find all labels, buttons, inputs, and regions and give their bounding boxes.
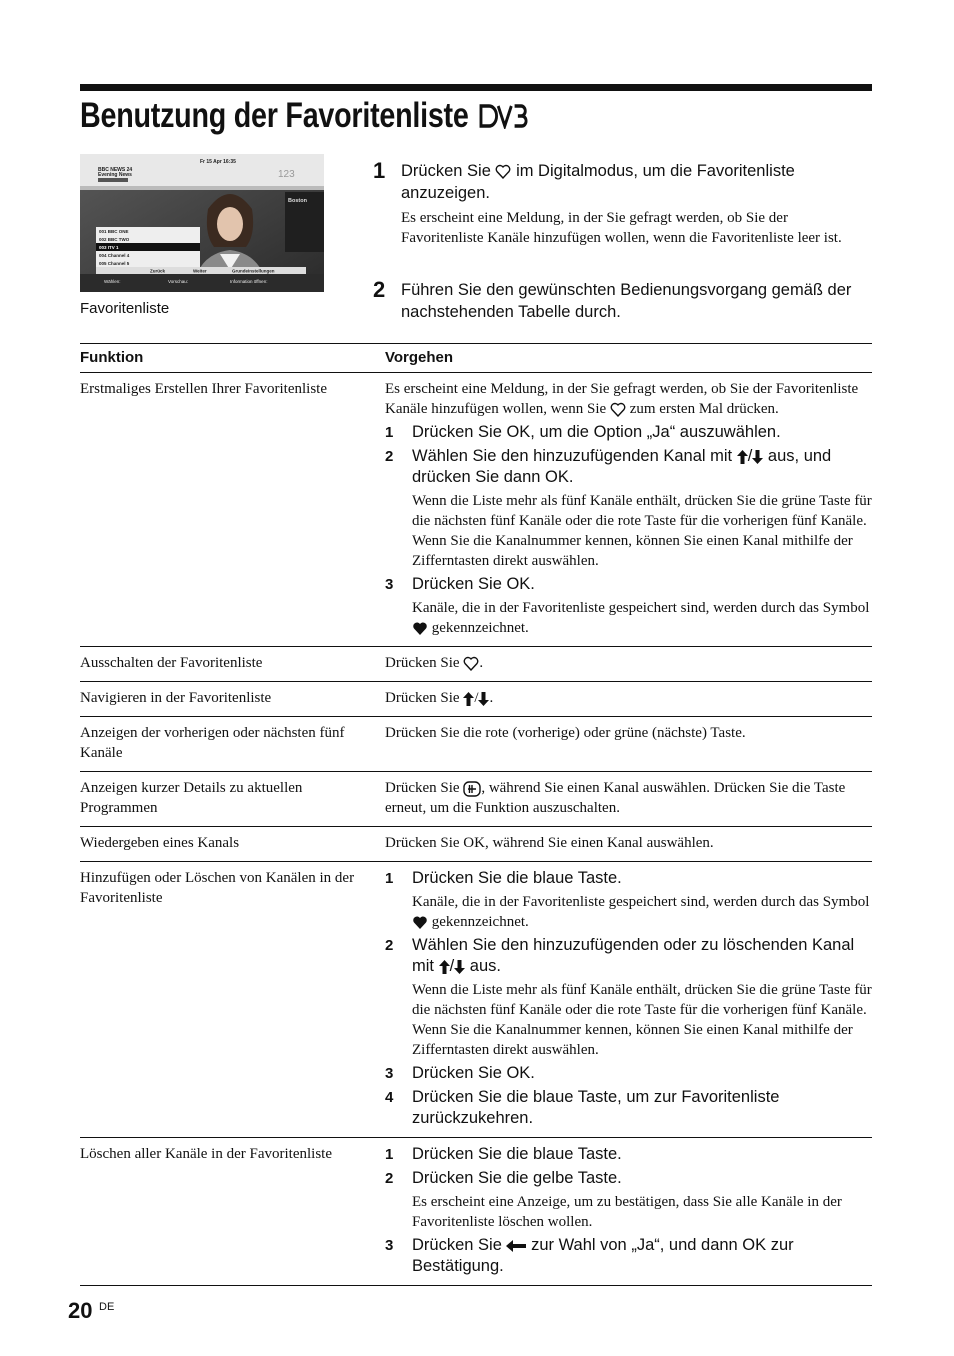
svg-text:003 ITV 1: 003 ITV 1 [99, 245, 119, 250]
procedure-cell: Drücken Sie , während Sie einen Kanal auswählen. Drücken Sie die Taste erneut, um die Funktion auszuschalten. [385, 772, 872, 827]
arrow-up-icon [463, 692, 474, 706]
table-row [80, 862, 872, 1138]
svg-text:Boston: Boston [288, 198, 307, 204]
table-header-row [80, 344, 872, 373]
column-header-vorgehen: Vorgehen [385, 344, 872, 373]
table-row [80, 373, 872, 647]
svg-text:001 BBC ONE: 001 BBC ONE [99, 229, 129, 234]
table-row [80, 827, 872, 862]
svg-text:Grundeinstellungen: Grundeinstellungen [232, 268, 275, 274]
procedure-cell: Drücken Sie OK, während Sie einen Kanal auswählen. [385, 827, 872, 862]
svg-text:004 Channel 4: 004 Channel 4 [99, 253, 130, 258]
arrow-left-icon [506, 1240, 526, 1252]
arrow-down-icon [478, 692, 489, 706]
svg-text:002 BBC TWO: 002 BBC TWO [99, 237, 130, 242]
procedure-cell: Drücken Sie die rote (vorherige) oder grüne (nächste) Taste. [385, 717, 872, 772]
page-language: DE [99, 1301, 115, 1313]
page-title: Benutzung der Favoritenliste [80, 96, 528, 138]
heart-outline-icon [495, 164, 511, 179]
function-cell: Hinzufügen oder Löschen von Kanälen in der Favoritenliste [80, 862, 385, 1138]
step-1-text: Drücken Sie im Digitalmodus, um die Favoritenliste anzuzeigen. [401, 162, 795, 202]
table-row [80, 772, 872, 827]
svg-text:005 Channel 5: 005 Channel 5 [99, 261, 130, 266]
heart-filled-icon [412, 915, 428, 930]
function-cell: Anzeigen kurzer Details zu aktuellen Programmen [80, 772, 385, 827]
heart-filled-icon [412, 621, 428, 636]
function-cell: Anzeigen der vorherigen oder nächsten fünf Kanäle [80, 717, 385, 772]
function-cell: Löschen aller Kanäle in der Favoritenliste [80, 1138, 385, 1286]
svg-text:Wählen:: Wählen: [104, 279, 121, 284]
function-table [80, 343, 872, 1286]
table-row [80, 1138, 872, 1286]
step-number: 1 [373, 158, 386, 183]
dvb-logo [478, 98, 527, 138]
heart-outline-icon [463, 656, 479, 671]
top-rule [80, 84, 872, 91]
step-2-text: Führen Sie den gewünschten Bedienungsvorgang gemäß der nachstehenden Tabelle durch. [401, 281, 852, 321]
arrow-down-icon [752, 450, 763, 464]
function-cell: Navigieren in der Favoritenliste [80, 682, 385, 717]
svg-text:123: 123 [278, 169, 295, 180]
info-plus-icon [463, 781, 481, 797]
page-number: 20 [68, 1298, 93, 1323]
function-cell: Erstmaliges Erstellen Ihrer Favoritenliste [80, 373, 385, 647]
function-cell: Wiedergeben eines Kanals [80, 827, 385, 862]
step-number: 2 [373, 277, 386, 302]
procedure-cell: Drücken Sie . [385, 647, 872, 682]
svg-text:Evening News: Evening News [98, 172, 132, 178]
svg-text:Information öffnen:: Information öffnen: [230, 279, 268, 284]
table-row [80, 717, 872, 772]
svg-text:BBC NEWS 24: BBC NEWS 24 [98, 167, 133, 173]
column-header-funktion: Funktion [80, 344, 385, 373]
arrow-down-icon [454, 960, 465, 974]
function-cell: Ausschalten der Favoritenliste [80, 647, 385, 682]
procedure-cell: 1 Drücken Sie die blaue Taste. Kanäle, die in der Favoritenliste gespeichert sind, werden durch das Symbol gekennzeichnet. 2 Wählen Sie den hinzuzufügenden oder zu löschenden Kanal mit / aus. Wenn die Liste mehr als fünf Kanäle enthält, drücken Sie die grüne Taste für die nächsten fünf Kanäle oder die rote Taste für die vorherigen fünf Kanäle. Wenn Sie die Kanalnummer kennen, können Sie einen Kanal mithilfe der Zifferntasten direkt auswählen. 3 Drücken Sie OK. 4 Drücken Sie die blaue Taste, um zur Favoritenliste zurückzukehren. [385, 862, 872, 1138]
svg-text:Vorschau:: Vorschau: [168, 279, 189, 284]
arrow-up-icon [737, 450, 748, 464]
heart-outline-icon [610, 402, 626, 417]
table-row [80, 682, 872, 717]
procedure-cell: Es erscheint eine Meldung, in der Sie gefragt werden, ob Sie der Favoritenliste Kanäle hinzufügen wollen, wenn Sie zum ersten Mal drücken. 1 Drücken Sie OK, um die Option „Ja“ auszuwählen. 2 Wählen Sie den hinzuzufügenden Kanal mit / aus, und drücken Sie dann OK. Wenn die Liste mehr als fünf Kanäle enthält, drücken Sie die grüne Taste für die nächsten fünf Kanäle oder die rote Taste für die vorherigen fünf Kanäle. Wenn Sie die Kanalnummer kennen, können Sie einen Kanal mithilfe der Zifferntasten direkt auswählen. 3 Drücken Sie OK. Kanäle, die in der Favoritenliste gespeichert sind, werden durch das Symbol gekennzeichnet. [385, 373, 872, 647]
svg-text:Zurück: Zurück [150, 268, 166, 274]
favorites-screen-image [80, 154, 324, 292]
svg-text:Fr 15 Apr 16:35: Fr 15 Apr 16:35 [200, 159, 236, 165]
procedure-cell: Drücken Sie / . [385, 682, 872, 717]
procedure-cell: 1 Drücken Sie die blaue Taste. 2 Drücken Sie die gelbe Taste. Es erscheint eine Anzeige, um zu bestätigen, dass Sie alle Kanäle in der Favoritenliste löschen wollen. 3 Drücken Sie zur Wahl von „Ja“, und dann OK zur Bestätigung. [385, 1138, 872, 1286]
arrow-up-icon [439, 960, 450, 974]
step-1-note: Es erscheint eine Meldung, in der Sie gefragt werden, ob Sie der Favoritenliste Kanäle hinzufügen wollen, wenn die Favoritenliste leer ist. [401, 210, 842, 246]
table-row [80, 647, 872, 682]
image-caption: Favoritenliste [80, 300, 170, 317]
svg-text:Weiter: Weiter [193, 268, 207, 274]
